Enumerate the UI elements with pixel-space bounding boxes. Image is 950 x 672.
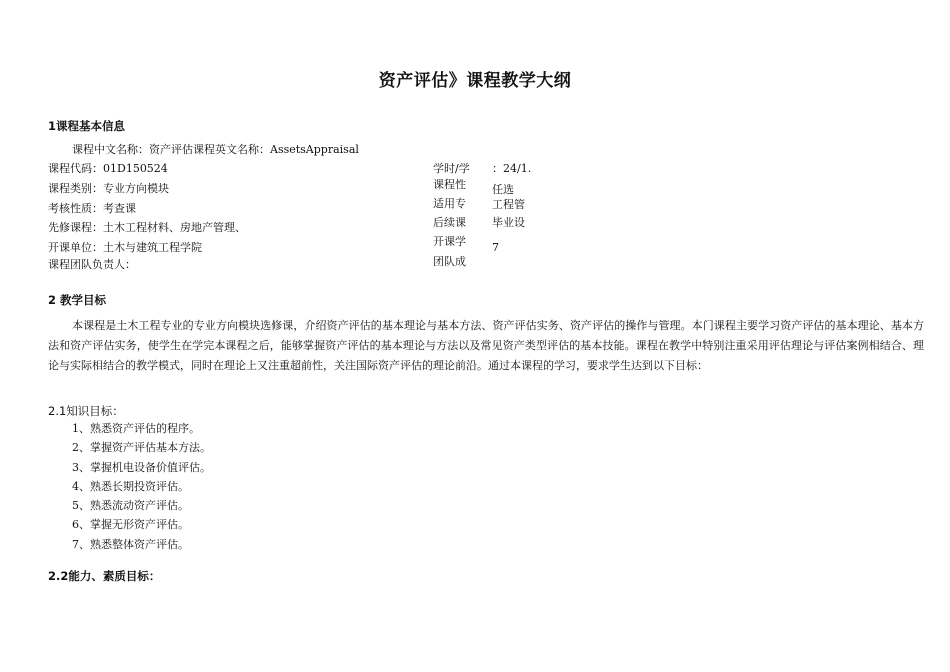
ability-objectives-heading: 2.2能力、素质目标： [48,569,161,583]
list-item: 4、熟悉长期投资评估。 [72,479,189,493]
hours-credits-value: ：24/1. [492,162,532,175]
offering-semester-value: 7 [492,241,499,254]
list-item: 1、熟悉资产评估的程序。 [72,422,200,435]
objectives-paragraph: 本课程是土木工程专业的专业方向模块选修课，介绍资产评估的基本理论与基本方法、资产评估实务、资产评估的操作与管理。本门课程主要学习资产评估的基本理论、基本方法和资产评估实务，使学生在学完本课程之后，能够掌握资产评估的基本理论与方法以及常见资产类型评估的基本技能。课程在教学中特别注重采用评估理论与评估案例相结合、理论与实际相结合的教学模式，同时在理论上又注重超前性，关注国际资产评估的理论前沿。通过本课程的学习，要求学生达到以下目标： [48,319,924,372]
knowledge-objectives-heading: 2.1知识目标： [48,404,124,418]
course-nature-value: 任选 [492,183,514,196]
follow-up-course-label: 后续课 [433,216,466,228]
applicable-major-value: 工程管 [492,198,525,211]
applicable-major-label: 适用专 [433,197,466,209]
section-2-heading: 2 教学目标 [48,293,107,307]
prerequisite-courses: 先修课程：土木工程材料、房地产管理、 [48,221,246,234]
section-1-heading: 1课程基本信息 [48,119,126,133]
list-item: 2、掌握资产评估基本方法。 [72,441,211,455]
hours-credits-label: 学时/学 [433,162,470,175]
course-category: 课程类别：专业方向模块 [48,182,169,195]
course-nature-label: 课程性 [433,178,466,190]
list-item: 3、掌握机电设备价值评估。 [72,460,211,474]
offering-semester-label: 开课学 [433,235,466,248]
follow-up-course-value: 毕业设 [492,216,525,229]
course-name-line: 课程中文名称：资产评估课程英文名称：AssetsAppraisal [72,143,359,156]
list-item: 6、掌握无形资产评估。 [72,518,189,532]
list-item: 7、熟悉整体资产评估。 [72,537,189,551]
assessment-type: 考核性质：考查课 [48,202,136,215]
offering-unit: 开课单位：土木与建筑工程学院 [48,241,202,254]
list-item: 5、熟悉流动资产评估。 [72,499,189,513]
team-leader: 课程团队负责人： [48,258,136,271]
knowledge-objectives-list [72,419,211,554]
page-title: 资产评估》课程教学大纲 [378,71,572,91]
team-members-label: 团队成 [433,255,466,268]
course-code: 课程代码：01D150524 [48,162,168,175]
